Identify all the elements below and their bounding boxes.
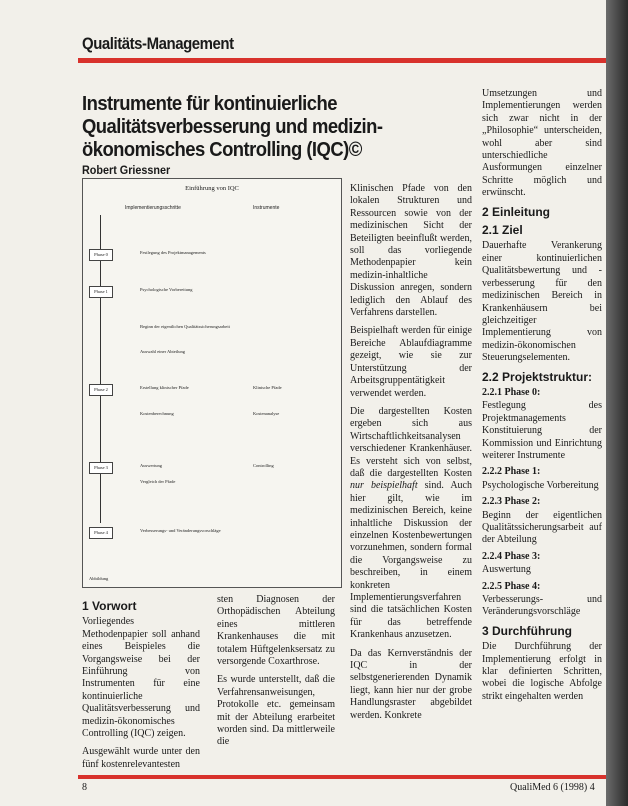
paragraph-part: sind. Auch hier gilt, wie im medizinischen Bereich, keine inhaltliche Diskussion der einzelnen Kostenbewertungen vorzunehmen, sondern formal die Vorgangsweise zu beschreiben, in einem konkreten Implementierungsverfahren sind die tatsächlichen Kosten für das betreffende Krankenhaus anzusetzen.: [350, 480, 472, 641]
figure-step: Festlegung des Projektmanagements: [140, 250, 206, 255]
paragraph: Beispielhaft werden für einige Bereiche Ablaufdiagramme gezeigt, wie sie zur Unterstützung der Arbeitsgruppentätigkeit verwendet werden.: [350, 325, 472, 399]
heading-vorwort: 1 Vorwort: [82, 599, 137, 613]
figure-box-phase4: Phase 4: [89, 527, 113, 539]
journal-reference: QualiMed 6 (1998) 4: [510, 782, 595, 793]
figure-step: Psychologische Vorbereitung: [140, 287, 193, 292]
figure-step: Auswahl einer Abteilung: [140, 349, 185, 354]
paragraph: Da das Kernverständnis der IQC in der selbstgenerierenden Dynamik liegt, kann hier nur der grobe Handlungsraster abgebildet werden. Konkrete: [350, 647, 472, 721]
page-number: 8: [82, 782, 87, 793]
paragraph: [350, 406, 472, 642]
heading-einleitung: 2 Einleitung: [482, 204, 551, 219]
figure-box-phase3: Phase 3: [89, 462, 113, 474]
paragraph-emphasis: nur beispielhaft: [350, 480, 418, 492]
phase-heading: 2.2.4 Phase 3:: [482, 550, 541, 562]
figure-instrument: Kostenanalyse: [253, 411, 280, 416]
heading-durchfuehrung: 3 Durchführung: [482, 623, 572, 638]
figure-step: Vergleich der Pfade: [140, 479, 176, 484]
phase-text: Festlegung des Projektmanagements Konstituierung der Kommission und Einrichtung weiterer Instrumente: [482, 400, 602, 461]
paragraph: Es wurde unterstellt, daß die Verfahrensanweisungen, Protokolle etc. gemeinsam mit der Abteilung erarbeitet worden sind. Da mittlerweile die: [217, 674, 335, 748]
phase-heading: 2.2.5 Phase 4:: [482, 580, 541, 592]
section-heading: Qualitäts-Management: [82, 34, 234, 53]
phase-text: Beginn der eigentlichen Qualitätssicherungsarbeit auf der Abteilung: [482, 509, 602, 546]
heading-projektstruktur: 2.2 Projektstruktur:: [482, 369, 593, 384]
page-binding-edge: [606, 0, 628, 806]
phase-text: Psychologische Vorbereitung: [482, 479, 599, 491]
paragraph: Die Durchführung der Implementierung erfolgt in klar definierten Schritten, wobei die logische Abfolge strikt eingehalten werden: [482, 641, 602, 702]
column-1: [82, 594, 200, 777]
phase-heading: 2.2.2 Phase 1:: [482, 466, 541, 478]
phase-heading: 2.2.3 Phase 2:: [482, 496, 541, 508]
bottom-rule: [78, 775, 606, 779]
figure-title: Einführung von IQC: [185, 185, 239, 192]
column-4: [482, 88, 602, 709]
paragraph: Klinischen Pfade von den lokalen Strukturen und Ressourcen sowie von der medizinischen Sicht der Beteiligten beeinflußt werden, soll das vorliegende Methodenpapier kein medizin-inhaltliche Diskussion anregen, sondern lediglich den Ablauf des Verfahrens darstellen.: [350, 183, 472, 319]
top-rule: [78, 58, 606, 63]
paragraph: Ausgewählt wurde unter den fünf kostenrelevantesten: [82, 746, 200, 770]
heading-ziel: 2.1 Ziel: [482, 223, 523, 238]
figure-head-left: Implementierungsschritte: [125, 205, 181, 211]
figure-step: Beginn der eigentlichen Qualitätssicherungsarbeit: [140, 324, 230, 329]
phase-text: Auswertung: [482, 564, 531, 576]
phase-text: Verbesserungs- und Veränderungsvorschläge: [482, 594, 602, 618]
paragraph: Vorliegendes Methodenpapier soll anhand eines Beispieles die Vorgangsweise bei der Einführung von Instrumenten für eine kontinuierliche Qualitätsverbesserung und medizin-ökonomisches Controlling (IQC) zeigen.: [82, 616, 200, 740]
figure-flow-line: [100, 215, 101, 523]
figure-step: Verbesserungs- und Veränderungsvorschläge: [140, 528, 221, 533]
figure-step: Erstellung klinischer Pfade: [140, 385, 189, 390]
column-2: [217, 594, 335, 755]
figure-box-phase1: Phase 1: [89, 286, 113, 298]
paragraph-part: Die dargestellten Kosten ergeben sich aus Wirtschaftlichkeitsanalysen verschiedener Krankenhäuser. Es versteht sich von selbst, daß die dargestellten Kosten: [350, 405, 472, 479]
figure-step: Auswertung: [140, 463, 162, 468]
column-3: [350, 183, 472, 728]
paragraph: Dauerhafte Verankerung einer kontinuierlichen Qualitätsbewertung und -verbesserung für den medizinischen Bereich in Krankenhäusern bei gleichzeitiger Implementierung von medizin-ökonomischen Steuerungselementen.: [482, 240, 602, 364]
figure-footer: Abbildung: [89, 576, 109, 581]
paragraph: Umsetzungen und Implementierungen werden sich zwar nicht in der „Philosophie“ unterscheiden, wohl aber sind unterschiedliche Ausformungen einzelner Schritte möglich und erwünscht.: [482, 88, 602, 199]
article-title: Instrumente für kontinuierliche Qualitätsverbesserung und medizin-ökonomisches Controlling (IQC)©: [82, 92, 383, 161]
article-author: Robert Griessner: [82, 163, 171, 177]
figure-step: Kostenberechnung: [140, 411, 174, 416]
flow-figure: [82, 178, 342, 588]
figure-box-phase2: Phase 2: [89, 384, 113, 396]
figure-head-right: Instrumente: [253, 205, 280, 211]
figure-instrument: Controlling: [253, 463, 274, 468]
figure-box-phase0: Phase 0: [89, 249, 113, 261]
phase-heading: 2.2.1 Phase 0:: [482, 386, 541, 398]
paragraph: sten Diagnosen der Orthopädischen Abteilung eines mittleren Krankenhauses die mit totalem Hüftgelenksersatz zu versorgende Coxarthrose.: [217, 594, 335, 668]
figure-instrument: Klinische Pfade: [253, 385, 282, 390]
